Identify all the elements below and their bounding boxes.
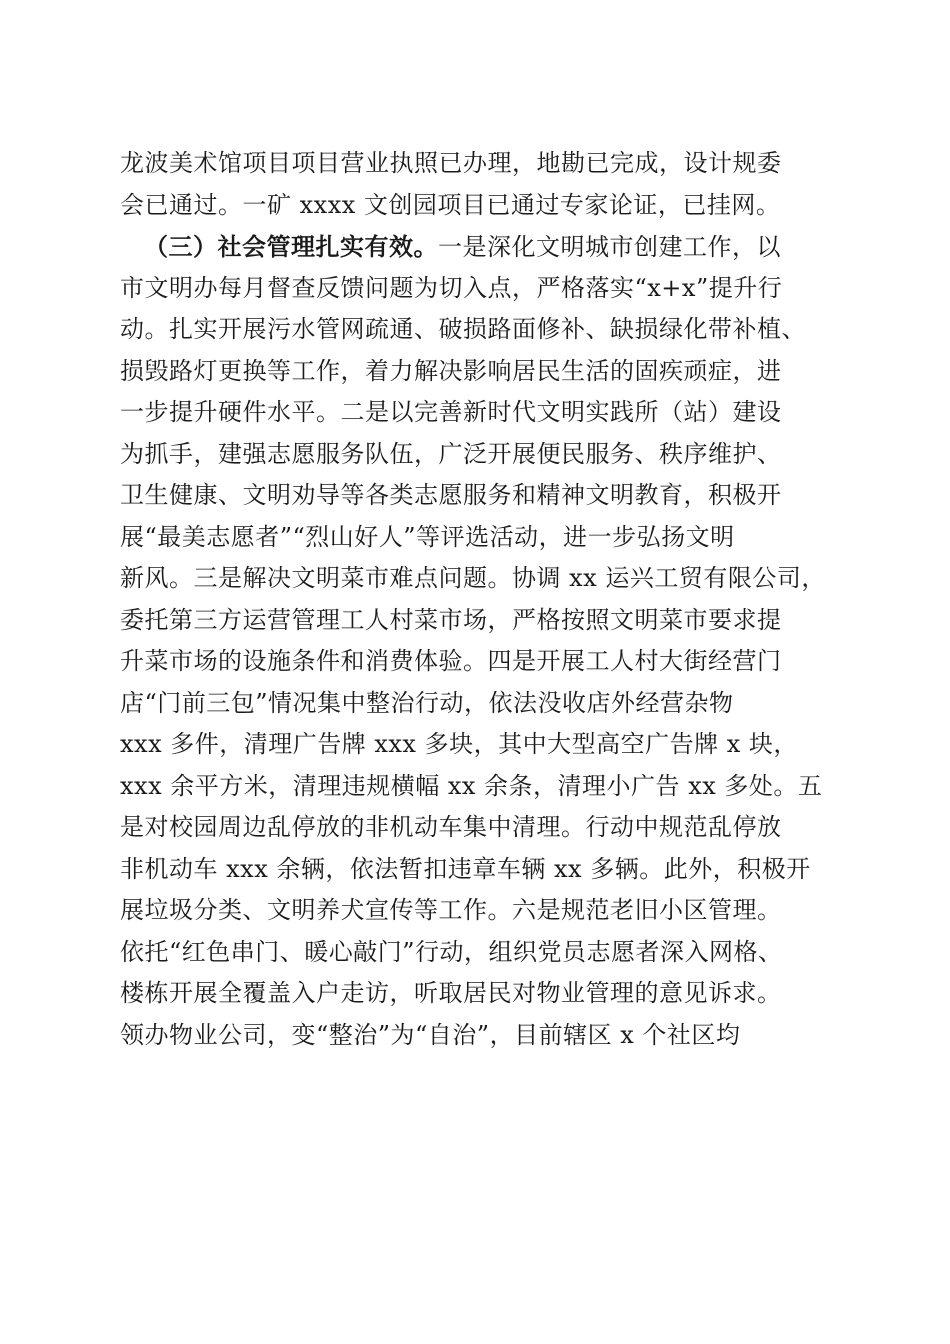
body-line: xxx 余平方米，清理违规横幅 xx 余条，清理小广告 xx 多处。五 [120, 771, 823, 800]
body-line: 非机动车 xxx 余辆，依法暂扣违章车辆 xx 多辆。此外，积极开 [120, 854, 811, 883]
body-line: 会已通过。一矿 xxxx 文创园项目已通过专家论证，已挂网。 [120, 190, 781, 219]
body-line: 市文明办每月督查反馈问题为切入点，严格落实“x+x”提升行 [120, 273, 783, 302]
body-line: 展垃圾分类、文明养犬宣传等工作。六是规范老旧小区管理。 [120, 896, 782, 924]
body-line: xxx 多件，清理广告牌 xxx 多块，其中大型高空广告牌 x 块， [120, 730, 798, 758]
section-three-first-line [120, 226, 840, 268]
body-line: 店“门前三包”情况集中整治行动，依法没收店外经营杂物 [120, 688, 734, 717]
body-line: 卫生健康、文明劝导等各类志愿服务和精神文明教育，积极开 [120, 481, 782, 509]
body-line: 是对校园周边乱停放的非机动车集中清理。行动中规范乱停放 [120, 813, 782, 841]
section-three-first-line-text: 一是深化文明城市创建工作，以 [438, 233, 781, 261]
document-body [120, 143, 840, 1056]
body-line: 损毁路灯更换等工作，着力解决影响居民生活的固疾顽症，进 [120, 356, 782, 385]
body-line: 为抓手，建强志愿服务队伍，广泛开展便民服务、秩序维护、 [120, 439, 782, 468]
body-line: 新风。三是解决文明菜市难点问题。协调 xx 运兴工贸有限公司， [120, 564, 826, 592]
body-line: 龙波美术馆项目项目营业执照已办理，地勘已完成，设计规委 [120, 149, 782, 177]
body-line: 升菜市场的设施条件和消费体验。四是开展工人村大街经营门 [120, 647, 782, 675]
body-line: 领办物业公司，变“整治”为“自治”，目前辖区 x 个社区均 [120, 1020, 741, 1049]
body-line: 楼栋开展全覆盖入户走访，听取居民对物业管理的意见诉求。 [120, 979, 782, 1007]
body-line: 依托“红色串门、暖心敲门”行动，组织党员志愿者深入网格、 [120, 937, 783, 966]
body-line: 动。扎实开展污水管网疏通、破损路面修补、缺损绿化带补植、 [120, 315, 806, 343]
body-line: 一步提升硬件水平。二是以完善新时代文明实践所（站）建设 [120, 398, 782, 426]
body-line: 委托第三方运营管理工人村菜市场，严格按照文明菜市要求提 [120, 605, 782, 634]
body-line: 展“最美志愿者”“烈山好人”等评选活动，进一步弘扬文明 [120, 522, 735, 551]
section-three-heading: （三）社会管理扎实有效。 [144, 232, 438, 261]
